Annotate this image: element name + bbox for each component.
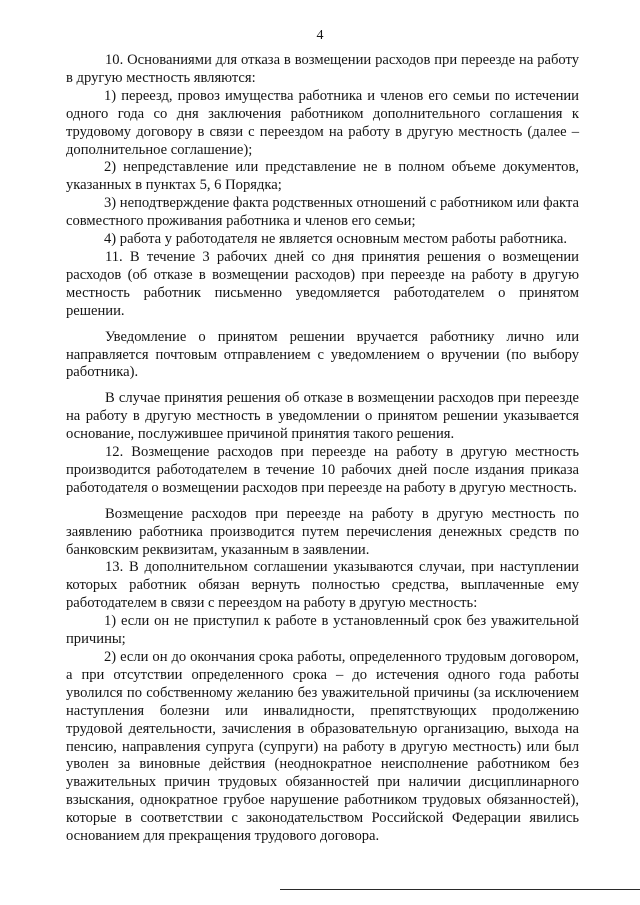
paragraph-12-payment: Возмещение расходов при переезде на работу в другую местность по заявлению работника производится путем перечисления денежных средств по банковским реквизитам, указанным в заявлении. — [66, 505, 579, 558]
paragraph-12: 12. Возмещение расходов при переезде на работу в другую местность производится работодателем в течение 10 рабочих дней после издания приказа работодателя о возмещении расходов при переезде на работу в другую местность. — [66, 444, 579, 496]
paragraph-10-item-4: 4) работа у работодателя не является основным местом работы работника. — [104, 231, 568, 248]
paragraph-11-notification: Уведомление о принятом решении вручается работнику лично или направляется почтовым отправлением с уведомлением о вручении (по выбору работника). — [66, 328, 579, 381]
paragraph-13-item-1: 1) если он не приступил к работе в установленный срок без уважительной причины; — [66, 613, 579, 648]
paragraph-10-item-3: 3) неподтверждение факта родственных отношений с работником или факта совместного проживания работника и членов его семьи; — [66, 195, 579, 230]
document-body — [66, 52, 579, 846]
paragraph-11: 11. В течение 3 рабочих дней со дня принятия решения о возмещении расходов (об отказе в возмещении расходов) при переезде на работу в другую местность работник письменно уведомляется работодателем о принятом решении. — [66, 248, 579, 319]
paragraph-10: 10. Основаниями для отказа в возмещении расходов при переезде на работу в другую местность являются: — [66, 52, 579, 86]
paragraph-11-refusal: В случае принятия решения об отказе в возмещении расходов при переезде на работу в другую местность в уведомлении о принятом решении указывается основание, послужившее причиной принятия такого решения. — [66, 390, 579, 443]
paragraph-10-item-1: 1) переезд, провоз имущества работника и членов его семьи по истечении одного года со дня заключения работником дополнительного соглашения к трудовому договору в связи с переездом на работу в другую местность (далее – дополнительное соглашение); — [66, 87, 579, 158]
bottom-rule — [280, 889, 640, 890]
paragraph-13-item-2: 2) если он до окончания срока работы, определенного трудовым договором, а при отсутствии определенного срока – до истечения одного года работы уволился по собственному желанию без уважительной причины (за исключением наступления болезни или инвалидности, препятствующих продолжению трудовой деятельности, зачисления в образовательную организацию, выхода на пенсию, направления супруга (супруги) на работу в другую местность) или был уволен за виновные действия (неоднократное неисполнение работником без уважительных причин трудовых обязанностей при наличии дисциплинарного взыскания, однократное грубое нарушение работником трудовых обязанностей), которые в соответствии с законодательством Российской Федерации явились основанием для прекращения трудового договора. — [66, 649, 579, 845]
page-number: 4 — [316, 28, 324, 43]
paragraph-13: 13. В дополнительном соглашении указываются случаи, при наступлении которых работник обязан вернуть полностью средства, выплаченные ему работодателем в связи с переездом на работу в другую местность: — [66, 559, 579, 612]
paragraph-10-item-2: 2) непредставление или представление не в полном объеме документов, указанных в пунктах 5, 6 Порядка; — [66, 159, 579, 194]
